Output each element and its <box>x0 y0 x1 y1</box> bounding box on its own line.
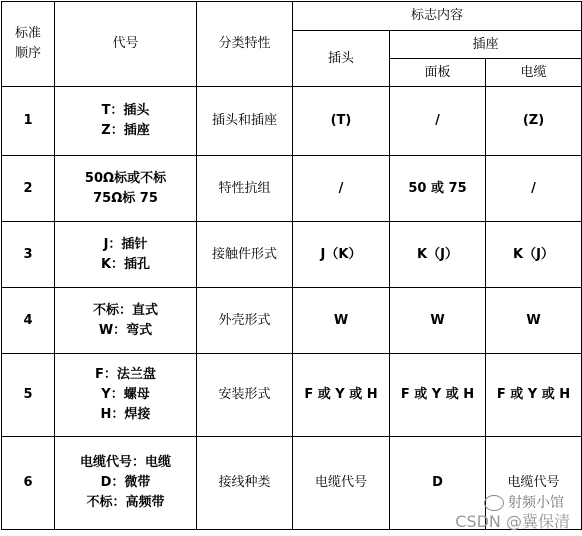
category-cell: 安装形式 <box>197 354 293 437</box>
category-cell: 接触件形式 <box>197 222 293 288</box>
category-cell: 特性抗组 <box>197 156 293 222</box>
cable-cell: K（J） <box>486 222 582 288</box>
table-row <box>2 87 582 156</box>
code-line: W：弯式 <box>98 322 153 338</box>
header-mark-content: 标志内容 <box>293 2 582 31</box>
csdn-watermark: CSDN @冀保清 <box>455 512 570 531</box>
cable-cell: W <box>486 288 582 354</box>
code-line: Z：插座 <box>101 123 150 138</box>
plug-cell: 电缆代号 <box>293 437 390 530</box>
header-socket: 插座 <box>390 31 582 59</box>
code-cell <box>55 87 197 156</box>
header-code: 代号 <box>55 2 197 87</box>
order-cell: 6 <box>2 437 55 530</box>
cable-cell: (Z) <box>486 87 582 156</box>
code-line: 75Ω标 75 <box>93 190 158 206</box>
code-cell <box>55 437 197 530</box>
header-category: 分类特性 <box>197 2 293 87</box>
code-line: D：微带 <box>100 475 151 490</box>
code-cell <box>55 288 197 354</box>
panel-cell: / <box>390 87 486 156</box>
order-cell: 5 <box>2 354 55 437</box>
code-line: T：插头 <box>101 103 150 118</box>
panel-cell: F 或 Y 或 H <box>390 354 486 437</box>
panel-cell: 50 或 75 <box>390 156 486 222</box>
plug-cell: (T) <box>293 87 390 156</box>
header-plug: 插头 <box>293 31 390 87</box>
code-line: Y：螺母 <box>101 387 150 402</box>
order-cell: 3 <box>2 222 55 288</box>
plug-cell: F 或 Y 或 H <box>293 354 390 437</box>
order-cell: 1 <box>2 87 55 156</box>
header-order: 标准 顺序 <box>2 2 55 87</box>
category-cell: 外壳形式 <box>197 288 293 354</box>
plug-cell: J（K） <box>293 222 390 288</box>
plug-cell: W <box>293 288 390 354</box>
panel-cell: K（J） <box>390 222 486 288</box>
panel-cell: D <box>390 437 486 530</box>
code-line: 50Ω标或不标 <box>84 170 167 186</box>
cable-cell: / <box>486 156 582 222</box>
table-row <box>2 354 582 437</box>
table-row <box>2 288 582 354</box>
code-line: 电缆代号：电缆 <box>79 455 171 470</box>
code-line: J：插针 <box>103 236 148 252</box>
code-line: 不标：高频带 <box>86 495 165 510</box>
code-line: K：插孔 <box>100 256 151 272</box>
code-cell <box>55 354 197 437</box>
cable-cell: F 或 Y 或 H <box>486 354 582 437</box>
table-row <box>2 156 582 222</box>
code-line: H：焊接 <box>100 407 151 422</box>
order-cell: 2 <box>2 156 55 222</box>
code-cell <box>55 156 197 222</box>
code-cell <box>55 222 197 288</box>
code-line: 不标：直式 <box>92 302 158 318</box>
panel-cell: W <box>390 288 486 354</box>
order-cell: 4 <box>2 288 55 354</box>
wechat-watermark-text: 射频小馆 <box>508 495 564 511</box>
header-panel: 面板 <box>390 59 486 87</box>
header-cable: 电缆 <box>486 59 582 87</box>
code-line: F：法兰盘 <box>95 367 156 382</box>
category-cell: 接线种类 <box>197 437 293 530</box>
connector-code-table <box>1 1 582 530</box>
table-row <box>2 222 582 288</box>
plug-cell: / <box>293 156 390 222</box>
cable-cell: 电缆代号 <box>486 437 582 530</box>
category-cell: 插头和插座 <box>197 87 293 156</box>
